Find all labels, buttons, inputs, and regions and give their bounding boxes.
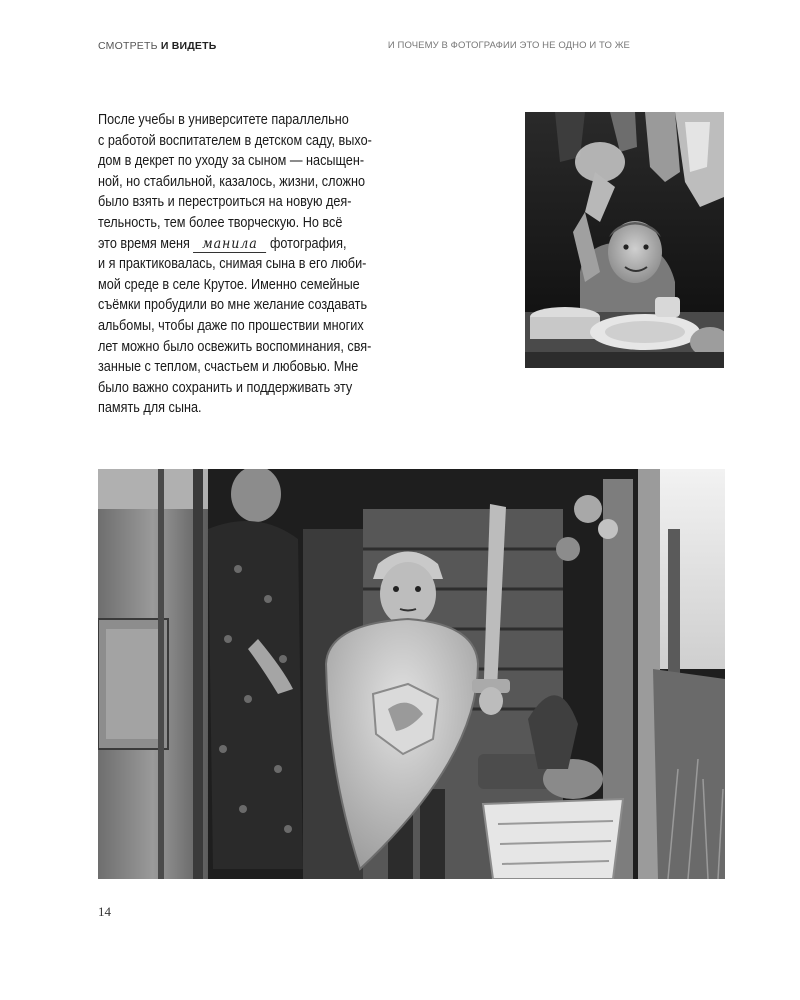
text-line-with-script — [98, 234, 371, 255]
text-fragment: это время меня — [98, 235, 190, 252]
handwritten-word: манила — [193, 236, 266, 253]
text-line: память для сына. — [98, 400, 202, 417]
text-line: лет можно было освежить воспоминания, свя- — [98, 338, 372, 355]
page-number: 14 — [98, 904, 111, 919]
text-line: мой среде в селе Крутое. Именно семейные — [98, 276, 360, 293]
text-line: было взять и перестроиться на новую дея- — [98, 194, 352, 211]
header-left-bold: И ВИДЕТЬ — [160, 40, 217, 52]
text-line: съёмки пробудили во мне желание создавать — [98, 297, 368, 314]
text-line: альбомы, чтобы даже по прошествии многих — [98, 317, 364, 334]
text-line: дом в декрет по уходу за сыном — насыщен- — [98, 153, 365, 170]
photo-child-waving — [525, 112, 724, 368]
header-left-regular: СМОТРЕТЬ — [98, 40, 158, 52]
text-fragment: фотография, — [269, 235, 347, 252]
photo-boy-with-shield-art — [98, 469, 725, 879]
text-line: ной, но стабильной, казалось, жизни, сложно — [98, 173, 366, 190]
running-header-left — [98, 40, 216, 52]
photo-boy-with-shield — [98, 469, 725, 879]
text-line: тельность, тем более творческую. Но всё — [98, 214, 343, 231]
text-line: с работой воспитателем в детском саду, выхо- — [98, 132, 372, 149]
running-header-right: И ПОЧЕМУ В ФОТОГРАФИИ ЭТО НЕ ОДНО И ТО ЖЕ — [387, 40, 630, 51]
photo-child-waving-art — [525, 112, 724, 368]
text-line: и я практиковалась, снимая сына в его люби- — [98, 256, 367, 273]
text-line: занные с теплом, счастьем и любовью. Мне — [98, 359, 359, 376]
text-line: После учебы в университете параллельно — [98, 112, 349, 128]
text-line: было важно сохранить и поддерживать эту — [98, 379, 353, 396]
body-paragraph — [98, 110, 408, 419]
